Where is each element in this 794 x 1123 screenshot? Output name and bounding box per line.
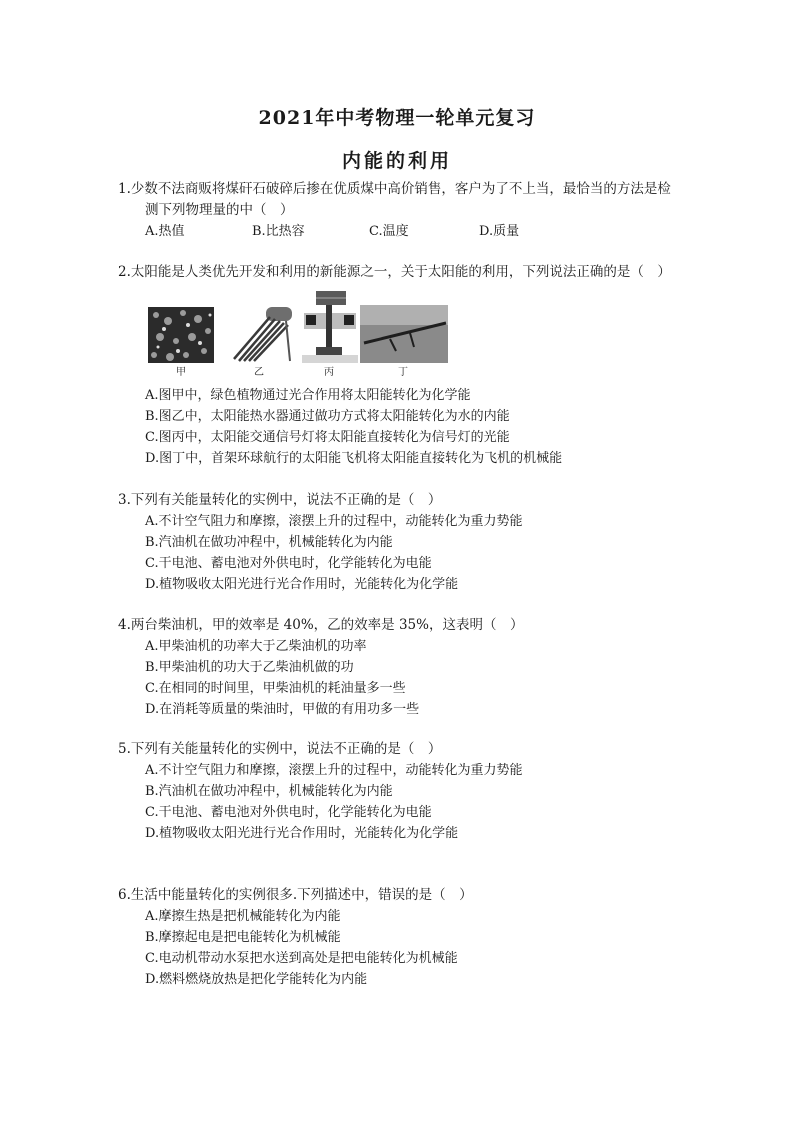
option-d[interactable]: D.植物吸收太阳光进行光合作用时，光能转化为化学能	[145, 577, 459, 592]
option-c[interactable]: C.干电池、蓄电池对外供电时，化学能转化为电能	[145, 556, 432, 571]
option-a[interactable]: A.不计空气阻力和摩擦，滚摆上升的过程中，动能转化为重力势能	[145, 763, 523, 778]
option-b[interactable]: B.汽油机在做功冲程中，机械能转化为内能	[145, 535, 393, 550]
question-4-stem: 4.两台柴油机，甲的效率是 40%，乙的效率是 35%，这表明（ ）	[118, 617, 524, 633]
question-2-stem: 2.太阳能是人类优先开发和利用的新能源之一，关于太阳能的利用，下列说法正确的是（ ）	[118, 264, 671, 280]
option-a[interactable]: A.甲柴油机的功率大于乙柴油机的功率	[145, 639, 367, 654]
option-b[interactable]: B.图乙中，太阳能热水器通过做功方式将太阳能转化为水的内能	[145, 409, 510, 424]
question-3-stem: 3.下列有关能量转化的实例中，说法不正确的是（ ）	[118, 492, 442, 508]
option-b[interactable]: B.摩擦起电是把电能转化为机械能	[145, 930, 341, 945]
option-b[interactable]: B.甲柴油机的功大于乙柴油机做的功	[145, 660, 354, 675]
question-1-stem: 1.少数不法商贩将煤矸石破碎后掺在优质煤中高价销售，客户为了不上当，最恰当的方法是检	[118, 181, 671, 197]
option-d[interactable]: D.在消耗等质量的柴油时，甲做的有用功多一些	[145, 702, 420, 717]
figure-label-ding: 丁	[398, 367, 408, 378]
option-b[interactable]: B.汽油机在做功冲程中，机械能转化为内能	[145, 784, 393, 799]
question-2	[118, 262, 718, 283]
option-d[interactable]: D.植物吸收太阳光进行光合作用时，光能转化为化学能	[145, 826, 459, 841]
question-5	[118, 739, 718, 844]
question-2-options	[118, 385, 718, 469]
option-c[interactable]: C.图丙中，太阳能交通信号灯将太阳能直接转化为信号灯的光能	[145, 430, 510, 445]
question-6	[118, 885, 718, 990]
option-d[interactable]: D.燃料燃烧放热是把化学能转化为内能	[145, 972, 368, 987]
option-a[interactable]: A.热值	[145, 224, 185, 239]
question-6-stem: 6.生活中能量转化的实例很多.下列描述中，错误的是（ ）	[118, 887, 473, 903]
option-c[interactable]: C.在相同的时间里，甲柴油机的耗油量多一些	[145, 681, 406, 696]
solar-traffic-light	[302, 291, 358, 363]
option-a[interactable]: A.不计空气阻力和摩擦，滚摆上升的过程中，动能转化为重力势能	[145, 514, 523, 529]
solar-airplane	[360, 305, 448, 363]
question-1-options	[118, 221, 718, 242]
option-c[interactable]: C.干电池、蓄电池对外供电时，化学能转化为电能	[145, 805, 432, 820]
figure-label-bing: 丙	[324, 367, 334, 378]
option-d[interactable]: D.图丁中，首架环球航行的太阳能飞机将太阳能直接转化为飞机的机械能	[145, 451, 563, 466]
page-title: 2021年中考物理一轮单元复习	[258, 107, 536, 129]
option-a[interactable]: A.摩擦生热是把机械能转化为内能	[145, 909, 341, 924]
question-1-stem-cont: 测下列物理量的中（ ）	[145, 202, 294, 218]
option-b[interactable]: B.比热容	[252, 224, 305, 239]
figure-label-jia: 甲	[176, 367, 186, 378]
option-a[interactable]: A.图甲中，绿色植物通过光合作用将太阳能转化为化学能	[145, 388, 471, 403]
question-2-figures	[148, 291, 448, 378]
question-1	[118, 179, 718, 242]
page-subtitle: 内能的利用	[341, 150, 452, 172]
solar-water-heater	[226, 303, 296, 363]
question-5-stem: 5.下列有关能量转化的实例中，说法不正确的是（ ）	[118, 741, 442, 757]
option-d[interactable]: D.质量	[479, 224, 520, 239]
figure-label-yi: 乙	[254, 367, 264, 378]
question-3	[118, 490, 718, 595]
question-4	[118, 615, 718, 720]
option-c[interactable]: C.电动机带动水泵把水送到高处是把电能转化为机械能	[145, 951, 458, 966]
option-c[interactable]: C.温度	[369, 224, 409, 239]
plant-photo	[148, 307, 214, 363]
